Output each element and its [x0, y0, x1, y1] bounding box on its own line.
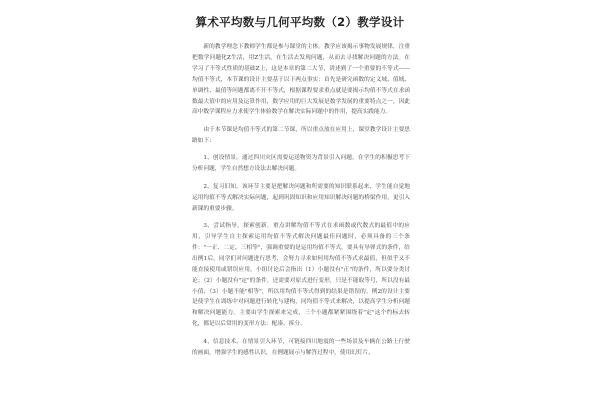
paragraph-step-2: 2、复习旧知。该环节主要是把解决问题和所需要的知识联系起来，学生能自觉地运用均值不等式解决实际问题，起到巩固知识和应用知识解决问题的桥梁作用，更引入新课的重要步骤。 [192, 183, 410, 212]
paragraph-step-4: 4、信息技术。在情景引入环节，可链接四川地震的一些场景及车辆在公路上行驶的画面，增强学生的感性认识，在例题展示与解答过程中，使用幻灯片， [192, 338, 410, 356]
paragraph-design-overview: 由于本节课是均值不等式的第二节课，所以重点放在应用上，课堂教学设计主要思路如下： [192, 126, 410, 144]
paragraph-step-3: 3、尝试指导，探索创新。重点讲解均值不等式在求函数或代数式的最值中的应用，引导学生自主探索运用均值不等式解决问题最佳问题时，必须具备的三个条件："一正、二定、三相等"，强调重要的是运用均值不等式，要具有导弹式的条件，给出例1后，同学们对问题进行思考，会努力寻求如何用均值不等式求最值，但似乎又不能直接使用或错误应用，小组讨论后会指出（1）小题没有"正"的条件，所以要分类讨论；（2）小题没有"定"的条件，还需要对原式进行变形，只是不能取等号，所以没有最小值；（3）小题不能"相等"，所以用均值不等式得到的结果是错误的。例2的设计主要是使学生在训练中对问题进行转化与建构，同均值不等式来解决，以提高学生分析问题和解决问题能力。主要由学生探索来完成，三个小题都紧紧围绕着"定"这个约标去转化，都是以后常用的变形方法：配凑、拆分。 [192, 223, 410, 328]
paragraph-intro: 新的教学理念下教师学生都是参与课堂的主体。教学应该揭示事物发展规律，注重把数学问题化Z生活，用Z生活，在生活去发现问题，从而去寻找解决问题的方法。在学习了不等式性质的基础Z上，这是本章的第二大节，讲述到了一个重要的不等式——均值不等式，本节课的设计主要基于以下两点事实：首先是研究函数的定义域、值域、单调性、最值等问题都离不开不等式，根据课程要求重点就是要揭示均值不等式在求函数最大值中的应用及运算作用，数学应用的巨大发展是数学发展的重要特点之一，因此高中数学课程应力求使学生体验数学在解决实际问题中的作用，提高实践能力。 [192, 44, 410, 116]
paragraph-step-1: 1、创设情景。通过四川灾区需要运送物资为背景引入问题，在学生的积极思考下分析问题，学生自然想方设法去解决问题。 [192, 155, 410, 173]
document-body [192, 42, 410, 359]
document-title: 算术平均数与几何平均数（2）教学设计 [195, 15, 405, 29]
